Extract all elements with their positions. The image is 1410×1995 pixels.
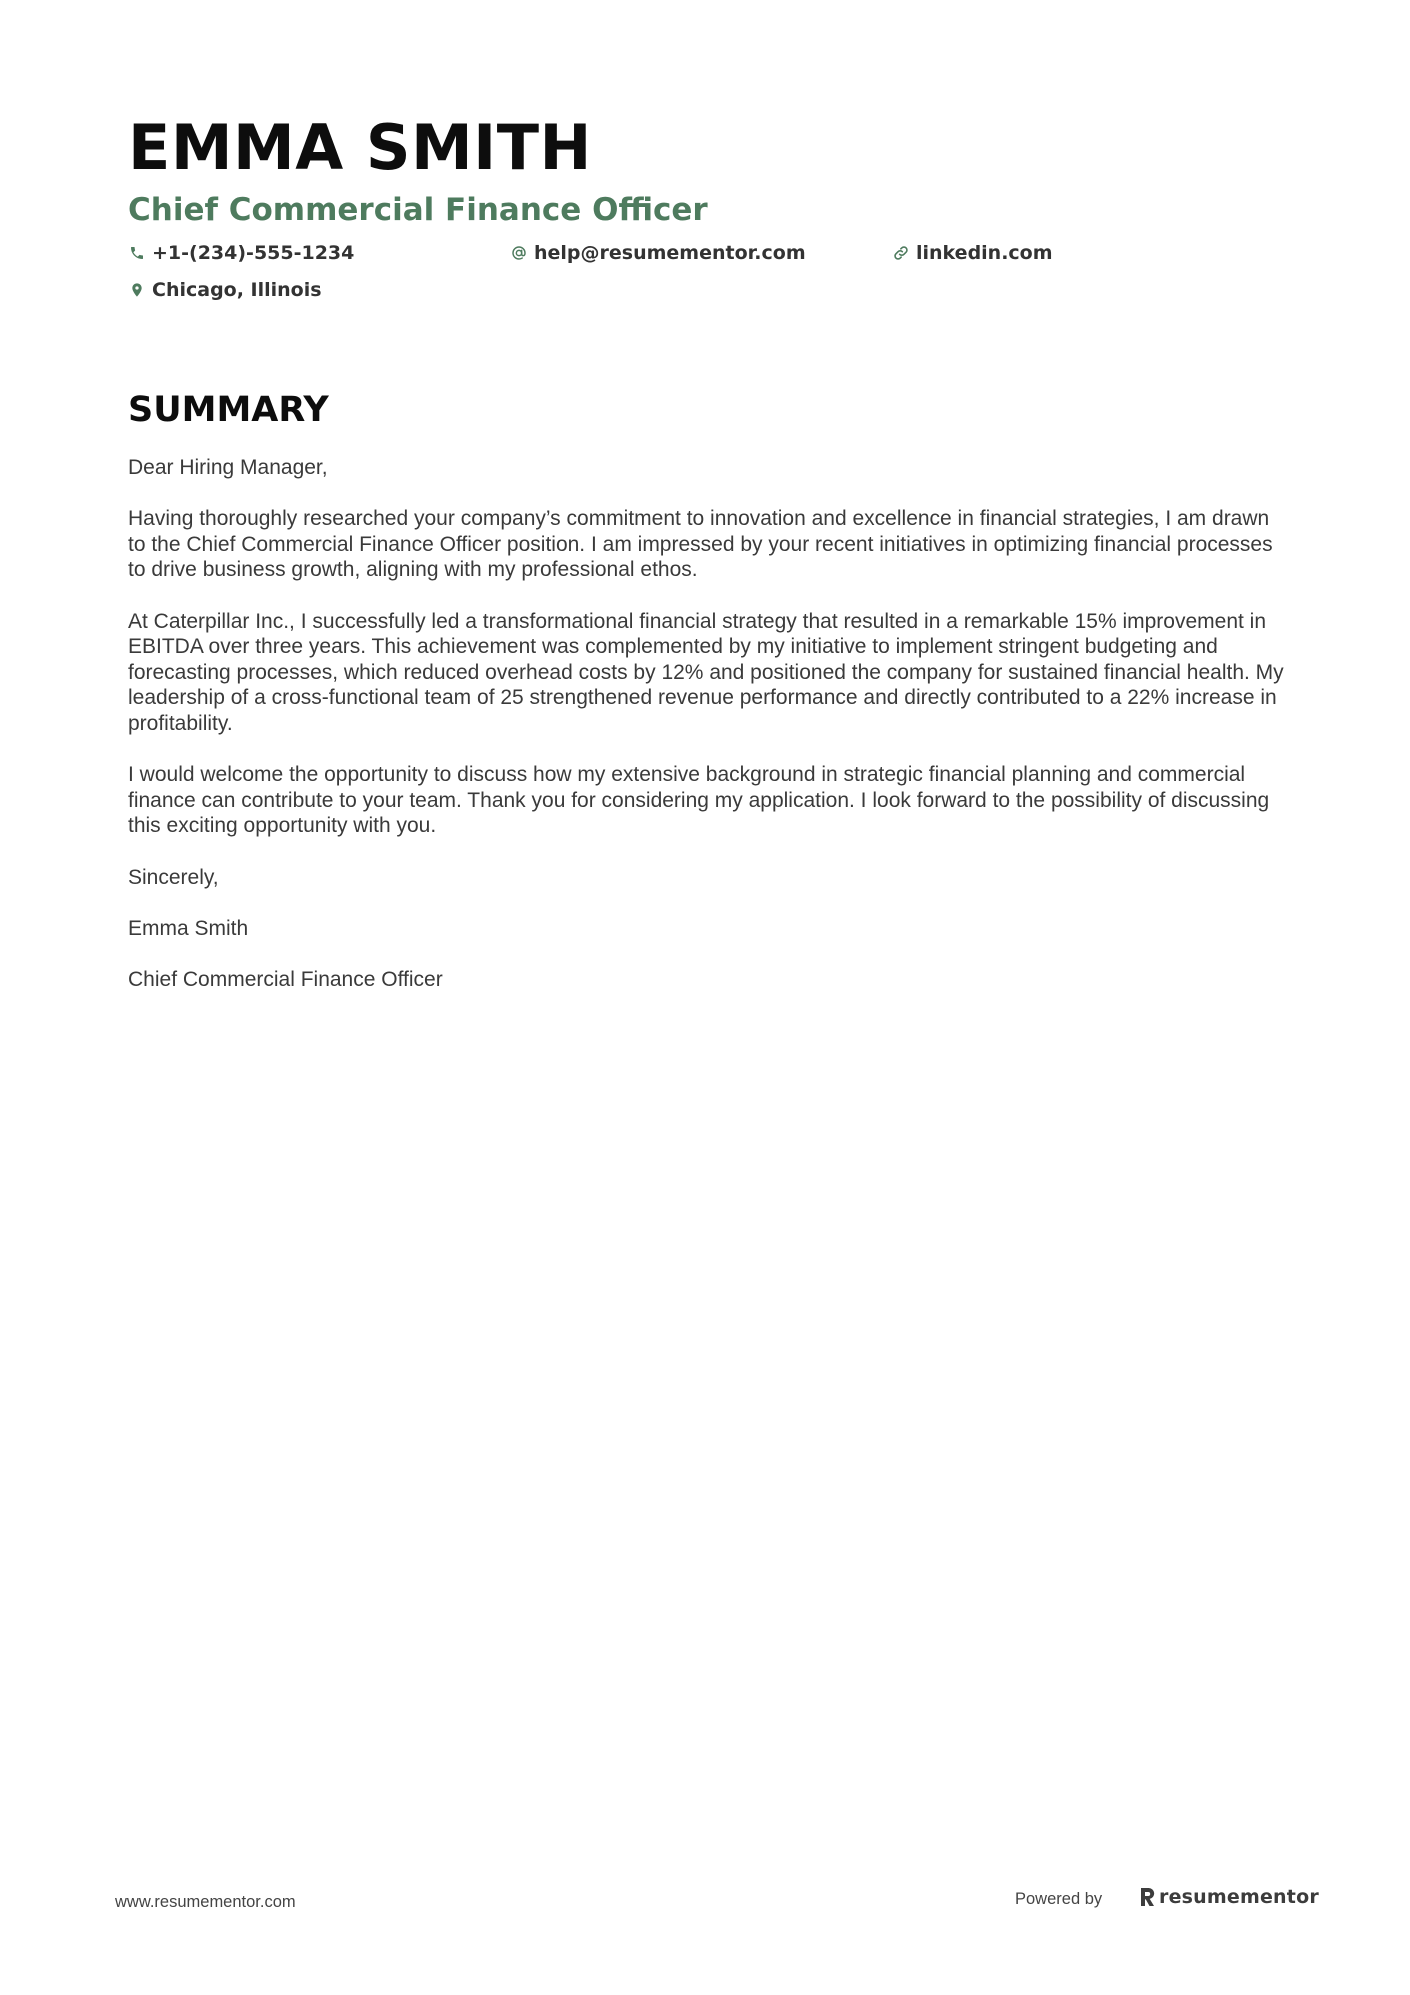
footer-url[interactable]: www.resumementor.com — [115, 1893, 296, 1911]
logo-text: resumementor — [1159, 1886, 1319, 1908]
summary-heading: SUMMARY — [128, 390, 329, 430]
phone-icon — [128, 244, 146, 262]
letter-paragraph: I would welcome the opportunity to discuss how my extensive background in strategic financial planning and commercial finance can contribute to your team. Thank you for considering my application. I look forward to the possibility of discussing this exciting opportunity with you. — [128, 763, 1270, 838]
powered-by-label: Powered by — [1015, 1890, 1103, 1908]
candidate-role: Chief Commercial Finance Officer — [128, 192, 708, 228]
signature-name: Emma Smith — [128, 916, 249, 940]
candidate-name: EMMA SMITH — [128, 111, 592, 184]
link-icon — [892, 244, 910, 262]
contact-linkedin — [892, 240, 1053, 266]
at-icon — [510, 244, 528, 262]
map-pin-icon — [128, 281, 146, 299]
email-text[interactable]: help@resumementor.com — [534, 242, 806, 264]
phone-text[interactable]: +1-(234)-555-1234 — [152, 242, 355, 264]
location-text: Chicago, Illinois — [152, 279, 322, 301]
resumementor-logo[interactable] — [1138, 1884, 1319, 1910]
contact-phone — [128, 240, 354, 266]
salutation: Dear Hiring Manager, — [128, 456, 328, 479]
closing: Sincerely, — [128, 865, 219, 889]
signature-title: Chief Commercial Finance Officer — [128, 967, 443, 991]
letter-paragraph: Having thoroughly researched your company’s commitment to innovation and excellence in financial strategies, I am drawn to the Chief Commercial Finance Officer position. I am impressed by your recent initiatives in optimizing financial processes to drive business growth, aligning with my professional ethos. — [128, 507, 1273, 582]
letter-paragraph: At Caterpillar Inc., I successfully led a transformational financial strategy that resulted in a remarkable 15% improvement in EBITDA over three years. This achievement was complemented by my initiative to implement stringent budgeting and forecasting processes, which reduced overhead costs by 12% and positioned the company for sustained financial health. My leadership of a cross-functional team of 25 strengthened revenue performance and directly contributed to a 22% increase in profitability. — [128, 609, 1284, 735]
linkedin-text[interactable]: linkedin.com — [916, 242, 1053, 264]
logo-mark-icon — [1138, 1886, 1156, 1908]
contact-location — [128, 277, 322, 303]
contact-email — [510, 240, 806, 266]
letter-body — [128, 455, 1288, 1018]
